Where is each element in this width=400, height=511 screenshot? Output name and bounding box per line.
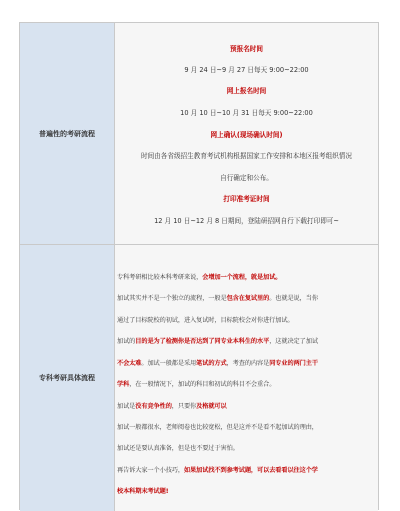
highlight-text: 及格就可以: [196, 403, 227, 410]
body-text: 加试一般都很水，老师阅卷也比较宽松，但是这并不是看不起加试的理由，: [117, 424, 318, 431]
row-content-general: [115, 23, 378, 244]
schedule-text: 9 月 24 日~9 月 27 日每天 9:00~22:00: [184, 66, 309, 74]
highlight-text: 校本科期末考试题!: [117, 488, 169, 495]
paragraph-line: [117, 379, 374, 388]
schedule-heading: 打印准考证时间: [223, 195, 270, 203]
body-text: 。也就是说，当你: [269, 295, 318, 302]
body-text: ，在一般情况下，加试的科目和初试的科目不会重合。: [129, 381, 276, 388]
row-label-general: 普遍性的考研流程: [20, 23, 115, 244]
highlight-text: 没有竞争性的: [135, 403, 172, 410]
paragraph-line: [117, 401, 374, 410]
body-text: 专科考研相比较本科考研来说，: [117, 274, 203, 281]
paragraph-line: [117, 358, 374, 367]
table-row-general-process: [20, 23, 378, 245]
paragraph-line: [117, 443, 374, 452]
body-text: ，考查的内容是: [226, 360, 270, 367]
paragraph-line: [117, 422, 374, 431]
highlight-text: 学科: [117, 381, 130, 388]
body-text: 加试其实并不是一个独立的流程，一般是: [117, 295, 227, 302]
schedule-heading: 网上确认(现场确认时间): [210, 131, 283, 139]
schedule-text: 10 月 10 日~10 月 31 日每天 9:00~22:00: [180, 109, 313, 117]
paragraph-line: [117, 293, 374, 302]
paragraph-line: [117, 315, 374, 324]
body-text: 通过了目标院校的初试，进入复试时，目标院校会对你进行加试。: [117, 317, 294, 324]
body-text: 加试是: [117, 403, 136, 410]
paragraph-line: [117, 272, 374, 281]
schedule-text: 时间由各省级招生教育考试机构根据国家工作安排和本地区报考组织情况: [141, 152, 352, 160]
highlight-text: 不会太难: [117, 360, 142, 367]
schedule-heading: 网上报名时间: [226, 87, 267, 95]
paragraph-line: [117, 465, 374, 474]
schedule-text: 自行确定和公布。: [220, 174, 273, 182]
row-content-specific: [115, 245, 378, 511]
row-label-specific: 专科考研具体流程: [20, 245, 115, 511]
schedule-heading: 预报名时间: [230, 45, 263, 53]
body-text: 加试还是要认真准备，但是也不要过于害怕。: [117, 445, 239, 452]
body-text: ，只要你: [171, 403, 197, 410]
table-row-specific-process: [20, 245, 378, 511]
paragraph-line: [117, 486, 374, 495]
highlight-text: 会增加一个流程，就是加试。: [202, 274, 282, 281]
highlight-text: 笔试的方式: [196, 360, 227, 367]
highlight-text: 包含在复试里的: [226, 295, 270, 302]
body-text: ，这就决定了加试: [269, 338, 318, 345]
highlight-text: 同专业的两门主干: [269, 360, 318, 367]
body-text: 加试的: [117, 338, 136, 345]
body-text: 再告诉大家一个小技巧，: [117, 467, 184, 474]
body-text: 。加试一般都是采用: [141, 360, 197, 367]
process-table: [19, 22, 379, 510]
highlight-text: 目的是为了检测你是否达到了同专业本科生的水平: [135, 338, 270, 345]
paragraph-line: [117, 336, 374, 345]
schedule-text: 12 月 10 日~12 月 8 日期间，登陆研招网自行下载打印即可~: [154, 217, 339, 225]
highlight-text: 如果加试找不到参考试题，可以去看看以往这个学: [183, 467, 318, 474]
